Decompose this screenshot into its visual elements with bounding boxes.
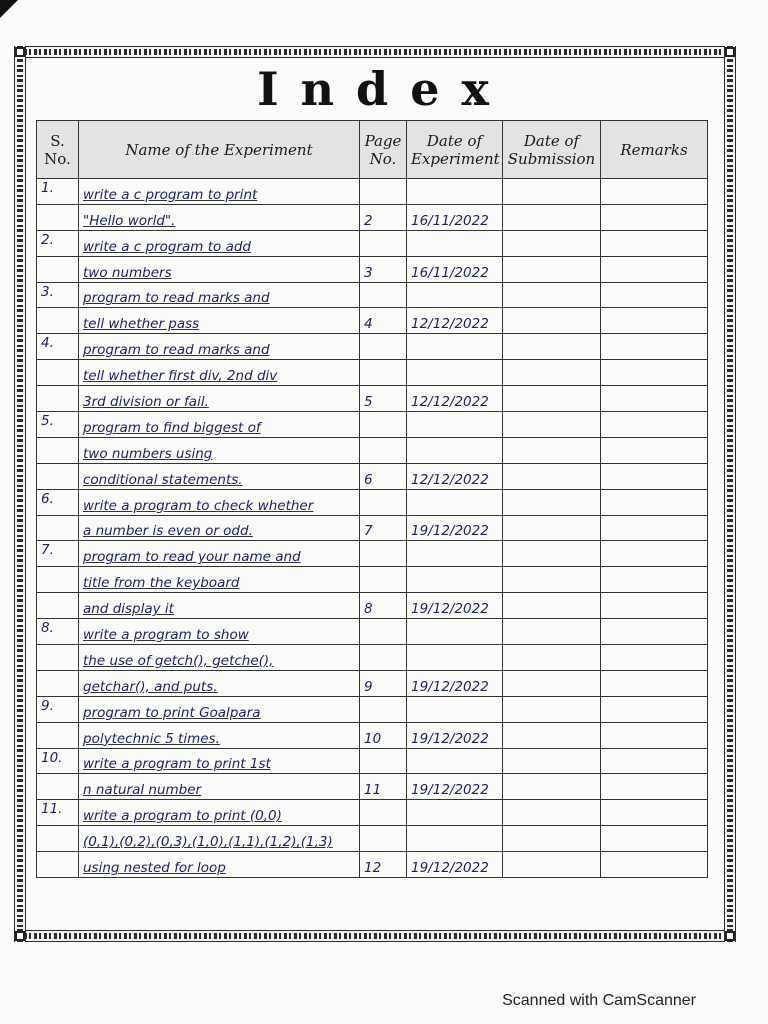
cell-date-experiment — [407, 748, 503, 774]
cell-remarks — [601, 800, 708, 826]
border-left — [14, 46, 26, 942]
cell-experiment-name: write a program to print (0,0) — [79, 800, 360, 826]
cell-date-experiment: 12/12/2022 — [407, 386, 503, 412]
cell-date-experiment — [407, 696, 503, 722]
cell-date-submission — [503, 748, 601, 774]
table-row — [37, 437, 708, 463]
cell-remarks — [601, 334, 708, 360]
cell-date-submission — [503, 774, 601, 800]
cell-date-experiment — [407, 412, 503, 438]
cell-page-no — [360, 282, 407, 308]
table-row — [37, 179, 708, 205]
cell-experiment-name: 3rd division or fail. — [79, 386, 360, 412]
cell-experiment-name: two numbers — [79, 256, 360, 282]
table-row — [37, 256, 708, 282]
cell-page-no — [360, 645, 407, 671]
cell-sno — [37, 308, 79, 334]
cell-date-submission — [503, 256, 601, 282]
table-row — [37, 489, 708, 515]
cell-remarks — [601, 748, 708, 774]
cell-page-no — [360, 412, 407, 438]
border-top — [14, 46, 736, 58]
cell-date-submission — [503, 179, 601, 205]
cell-experiment-name: write a c program to print — [79, 179, 360, 205]
cell-sno — [37, 463, 79, 489]
cell-remarks — [601, 826, 708, 852]
cell-sno — [37, 437, 79, 463]
cell-page-no: 10 — [360, 722, 407, 748]
cell-remarks — [601, 308, 708, 334]
cell-remarks — [601, 230, 708, 256]
cell-remarks — [601, 567, 708, 593]
cell-page-no: 2 — [360, 204, 407, 230]
scanner-watermark: Scanned with CamScanner — [502, 992, 696, 1009]
cell-remarks — [601, 282, 708, 308]
cell-page-no — [360, 567, 407, 593]
cell-date-experiment — [407, 489, 503, 515]
col-remarks: Remarks — [601, 121, 708, 179]
border-right — [724, 46, 736, 942]
cell-remarks — [601, 179, 708, 205]
col-date-experiment: Date of Experiment — [407, 121, 503, 179]
cell-date-experiment — [407, 282, 503, 308]
cell-experiment-name: write a c program to add — [79, 230, 360, 256]
cell-page-no: 5 — [360, 386, 407, 412]
cell-sno: 7. — [37, 541, 79, 567]
cell-experiment-name: and display it — [79, 593, 360, 619]
cell-page-no — [360, 179, 407, 205]
cell-remarks — [601, 386, 708, 412]
cell-experiment-name: program to read your name and — [79, 541, 360, 567]
cell-experiment-name: program to find biggest of — [79, 412, 360, 438]
cell-date-submission — [503, 437, 601, 463]
table-row — [37, 670, 708, 696]
cell-page-no: 11 — [360, 774, 407, 800]
cell-experiment-name: polytechnic 5 times. — [79, 722, 360, 748]
table-row — [37, 826, 708, 852]
cell-sno — [37, 386, 79, 412]
cell-date-submission — [503, 696, 601, 722]
cell-page-no — [360, 360, 407, 386]
cell-date-experiment: 19/12/2022 — [407, 593, 503, 619]
col-name: Name of the Experiment — [79, 121, 360, 179]
cell-date-experiment: 19/12/2022 — [407, 774, 503, 800]
table-row — [37, 360, 708, 386]
cell-page-no — [360, 541, 407, 567]
cell-date-submission — [503, 515, 601, 541]
table-row — [37, 696, 708, 722]
cell-date-experiment — [407, 826, 503, 852]
cell-page-no — [360, 696, 407, 722]
cell-experiment-name: using nested for loop — [79, 852, 360, 878]
table-row — [37, 645, 708, 671]
cell-sno — [37, 826, 79, 852]
cell-page-no: 8 — [360, 593, 407, 619]
cell-experiment-name: a number is even or odd. — [79, 515, 360, 541]
cell-experiment-name: two numbers using — [79, 437, 360, 463]
cell-date-submission — [503, 334, 601, 360]
cell-page-no: 7 — [360, 515, 407, 541]
cell-date-experiment: 16/11/2022 — [407, 256, 503, 282]
index-table-body — [37, 179, 708, 878]
cell-experiment-name: "Hello world". — [79, 204, 360, 230]
cell-date-submission — [503, 386, 601, 412]
table-row — [37, 515, 708, 541]
cell-page-no — [360, 437, 407, 463]
cell-date-experiment — [407, 360, 503, 386]
cell-page-no: 3 — [360, 256, 407, 282]
cell-date-submission — [503, 567, 601, 593]
cell-experiment-name: conditional statements. — [79, 463, 360, 489]
page-title: Index — [257, 62, 511, 116]
cell-remarks — [601, 852, 708, 878]
cell-sno — [37, 722, 79, 748]
cell-page-no: 12 — [360, 852, 407, 878]
cell-remarks — [601, 360, 708, 386]
cell-page-no — [360, 489, 407, 515]
corner-ornament-br — [725, 931, 735, 941]
col-page: Page No. — [360, 121, 407, 179]
cell-date-submission — [503, 826, 601, 852]
cell-remarks — [601, 515, 708, 541]
table-row — [37, 230, 708, 256]
cell-date-experiment: 19/12/2022 — [407, 670, 503, 696]
table-row — [37, 852, 708, 878]
cell-date-submission — [503, 308, 601, 334]
cell-date-submission — [503, 541, 601, 567]
table-row — [37, 619, 708, 645]
cell-sno: 4. — [37, 334, 79, 360]
cell-sno — [37, 515, 79, 541]
cell-sno: 1. — [37, 179, 79, 205]
cell-date-submission — [503, 670, 601, 696]
table-row — [37, 282, 708, 308]
cell-date-experiment — [407, 800, 503, 826]
table-row — [37, 386, 708, 412]
cell-sno — [37, 645, 79, 671]
col-sno: S. No. — [37, 121, 79, 179]
corner-ornament-tr — [725, 47, 735, 57]
cell-sno — [37, 256, 79, 282]
cell-experiment-name: write a program to check whether — [79, 489, 360, 515]
cell-page-no — [360, 619, 407, 645]
cell-page-no: 6 — [360, 463, 407, 489]
cell-experiment-name: program to read marks and — [79, 334, 360, 360]
cell-sno: 8. — [37, 619, 79, 645]
table-row — [37, 567, 708, 593]
cell-date-experiment — [407, 334, 503, 360]
cell-page-no — [360, 826, 407, 852]
cell-date-submission — [503, 230, 601, 256]
cell-date-experiment: 12/12/2022 — [407, 463, 503, 489]
table-row — [37, 412, 708, 438]
cell-date-submission — [503, 800, 601, 826]
cell-experiment-name: getchar(), and puts. — [79, 670, 360, 696]
cell-experiment-name: tell whether pass — [79, 308, 360, 334]
cell-page-no — [360, 334, 407, 360]
cell-experiment-name: tell whether first div, 2nd div — [79, 360, 360, 386]
cell-date-experiment — [407, 230, 503, 256]
cell-remarks — [601, 593, 708, 619]
cell-sno — [37, 567, 79, 593]
cell-date-experiment — [407, 567, 503, 593]
cell-remarks — [601, 412, 708, 438]
cell-page-no — [360, 748, 407, 774]
cell-experiment-name: title from the keyboard — [79, 567, 360, 593]
table-row — [37, 748, 708, 774]
cell-date-experiment — [407, 619, 503, 645]
border-bottom — [14, 930, 736, 942]
cell-date-submission — [503, 412, 601, 438]
cell-sno: 2. — [37, 230, 79, 256]
cell-date-submission — [503, 619, 601, 645]
cell-sno — [37, 360, 79, 386]
cell-remarks — [601, 489, 708, 515]
cell-remarks — [601, 645, 708, 671]
cell-remarks — [601, 722, 708, 748]
cell-date-experiment: 19/12/2022 — [407, 722, 503, 748]
cell-date-experiment — [407, 179, 503, 205]
cell-date-experiment: 16/11/2022 — [407, 204, 503, 230]
cell-date-submission — [503, 489, 601, 515]
corner-ornament-bl — [15, 931, 25, 941]
cell-remarks — [601, 619, 708, 645]
cell-page-no: 9 — [360, 670, 407, 696]
cell-date-submission — [503, 463, 601, 489]
cell-experiment-name: (0,1),(0,2),(0,3),(1,0),(1,1),(1,2),(1,3) — [79, 826, 360, 852]
col-date-submission: Date of Submission — [503, 121, 601, 179]
cell-date-experiment: 19/12/2022 — [407, 852, 503, 878]
cell-sno — [37, 774, 79, 800]
cell-sno: 9. — [37, 696, 79, 722]
cell-remarks — [601, 774, 708, 800]
cell-date-submission — [503, 360, 601, 386]
cell-sno — [37, 593, 79, 619]
scan-corner-mark — [0, 0, 18, 18]
cell-date-submission — [503, 282, 601, 308]
cell-sno: 6. — [37, 489, 79, 515]
cell-date-submission — [503, 645, 601, 671]
cell-experiment-name: program to print Goalpara — [79, 696, 360, 722]
cell-sno — [37, 670, 79, 696]
table-row — [37, 308, 708, 334]
index-table-header — [37, 121, 708, 179]
corner-ornament-tl — [15, 47, 25, 57]
cell-remarks — [601, 696, 708, 722]
cell-date-submission — [503, 204, 601, 230]
cell-date-experiment: 19/12/2022 — [407, 515, 503, 541]
cell-page-no: 4 — [360, 308, 407, 334]
cell-sno: 11. — [37, 800, 79, 826]
index-table — [36, 120, 708, 878]
table-row — [37, 774, 708, 800]
cell-date-experiment — [407, 645, 503, 671]
cell-remarks — [601, 463, 708, 489]
cell-experiment-name: n natural number — [79, 774, 360, 800]
table-row — [37, 541, 708, 567]
cell-date-experiment: 12/12/2022 — [407, 308, 503, 334]
table-row — [37, 204, 708, 230]
cell-date-submission — [503, 593, 601, 619]
cell-experiment-name: write a program to show — [79, 619, 360, 645]
cell-sno — [37, 852, 79, 878]
cell-date-submission — [503, 852, 601, 878]
cell-page-no — [360, 230, 407, 256]
cell-sno: 10. — [37, 748, 79, 774]
cell-date-experiment — [407, 541, 503, 567]
cell-experiment-name: program to read marks and — [79, 282, 360, 308]
cell-experiment-name: the use of getch(), getche(), — [79, 645, 360, 671]
cell-remarks — [601, 437, 708, 463]
table-row — [37, 463, 708, 489]
cell-date-experiment — [407, 437, 503, 463]
cell-date-submission — [503, 722, 601, 748]
table-row — [37, 800, 708, 826]
table-row — [37, 593, 708, 619]
cell-sno: 3. — [37, 282, 79, 308]
cell-page-no — [360, 800, 407, 826]
cell-sno — [37, 204, 79, 230]
cell-remarks — [601, 670, 708, 696]
table-row — [37, 334, 708, 360]
cell-remarks — [601, 541, 708, 567]
cell-remarks — [601, 256, 708, 282]
cell-experiment-name: write a program to print 1st — [79, 748, 360, 774]
cell-sno: 5. — [37, 412, 79, 438]
cell-remarks — [601, 204, 708, 230]
table-row — [37, 722, 708, 748]
